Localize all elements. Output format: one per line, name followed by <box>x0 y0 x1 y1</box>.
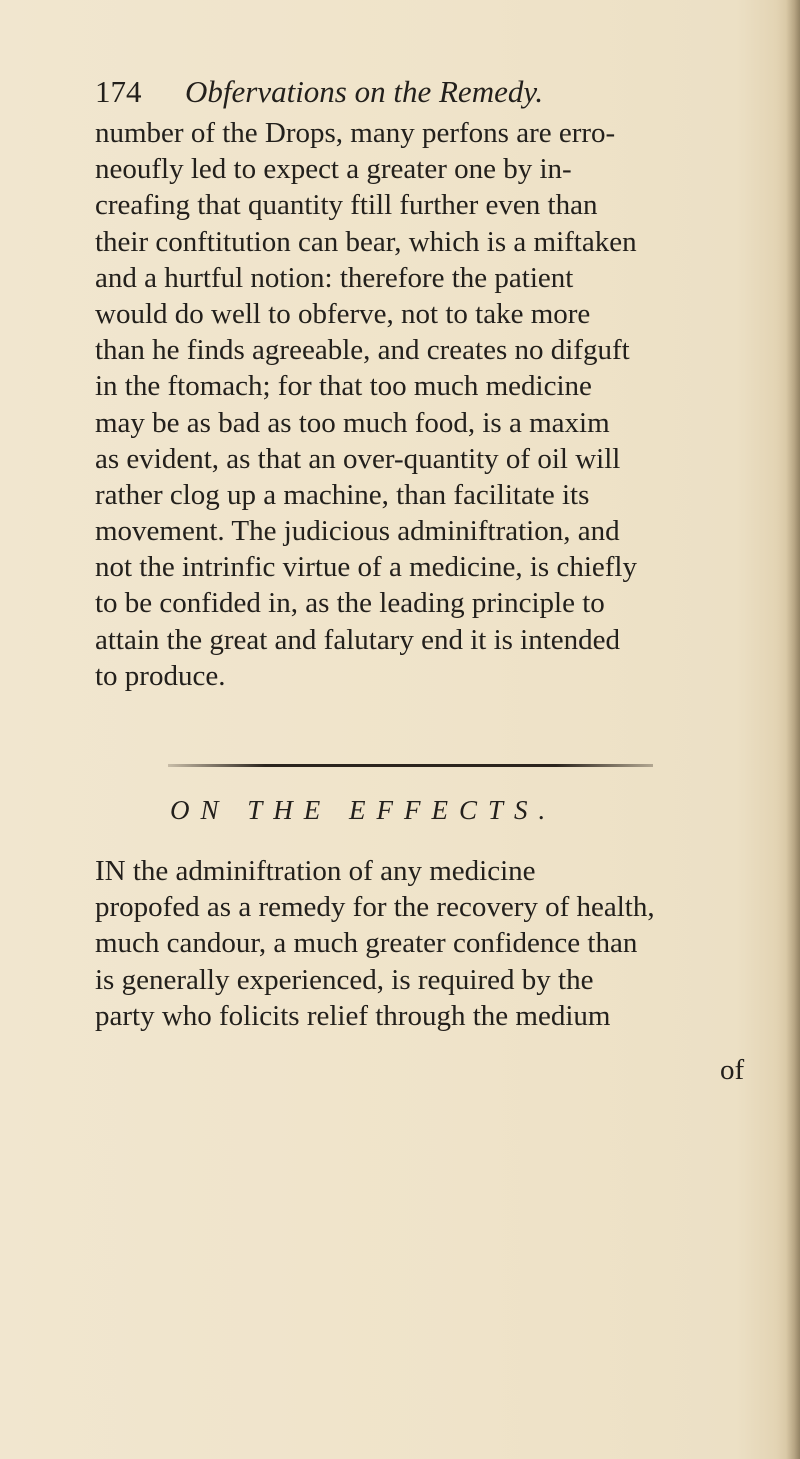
catchword: of <box>720 1054 745 1086</box>
text-line: much candour, a much greater confidence than <box>95 927 638 960</box>
text-line: movement. The judicious adminiftration, and <box>95 515 620 548</box>
running-title: Obfervations on the Remedy. <box>185 74 544 109</box>
text-line: number of the Drops, many perfons are erro- <box>95 117 616 149</box>
running-head <box>95 72 755 112</box>
text-line: creafing that quantity ftill further even than <box>95 189 598 222</box>
text-line: IN the adminiftration of any medicine <box>95 855 536 887</box>
text-line: not the intrinfic virtue of a medicine, is chiefly <box>95 551 637 584</box>
text-line: rather clog up a machine, than facilitate its <box>95 478 590 511</box>
text-line: than he finds agreeable, and creates no difguft <box>95 334 630 367</box>
text-line: may be as bad as too much food, is a maxim <box>95 406 610 439</box>
page-edge-shadow <box>786 0 800 1459</box>
section-heading: ON THE EFFECTS. <box>170 795 557 825</box>
text-line: as evident, as that an over-quantity of oil will <box>95 442 621 475</box>
text-line: attain the great and falutary end it is intended <box>95 623 621 656</box>
text-line: is generally experienced, is required by the <box>95 963 594 996</box>
text-line: their conftitution can bear, which is a miftaken <box>95 225 637 258</box>
text-line: to produce. <box>95 659 226 692</box>
text-line: neoufly led to expect a greater one by in- <box>95 153 572 186</box>
page-number: 174 <box>95 74 142 109</box>
text-line: party who folicits relief through the medium <box>95 999 611 1032</box>
paragraph-1 <box>95 115 765 694</box>
text-line: in the ftomach; for that too much medicine <box>95 370 592 403</box>
paragraph-2 <box>95 853 765 1034</box>
text-line: to be confided in, as the leading principle to <box>95 587 605 620</box>
text-line: would do well to obferve, not to take more <box>95 297 591 330</box>
text-line: propofed as a remedy for the recovery of health, <box>95 891 655 924</box>
text-line: and a hurtful notion: therefore the patient <box>95 261 574 294</box>
section-divider-rule <box>168 764 653 767</box>
